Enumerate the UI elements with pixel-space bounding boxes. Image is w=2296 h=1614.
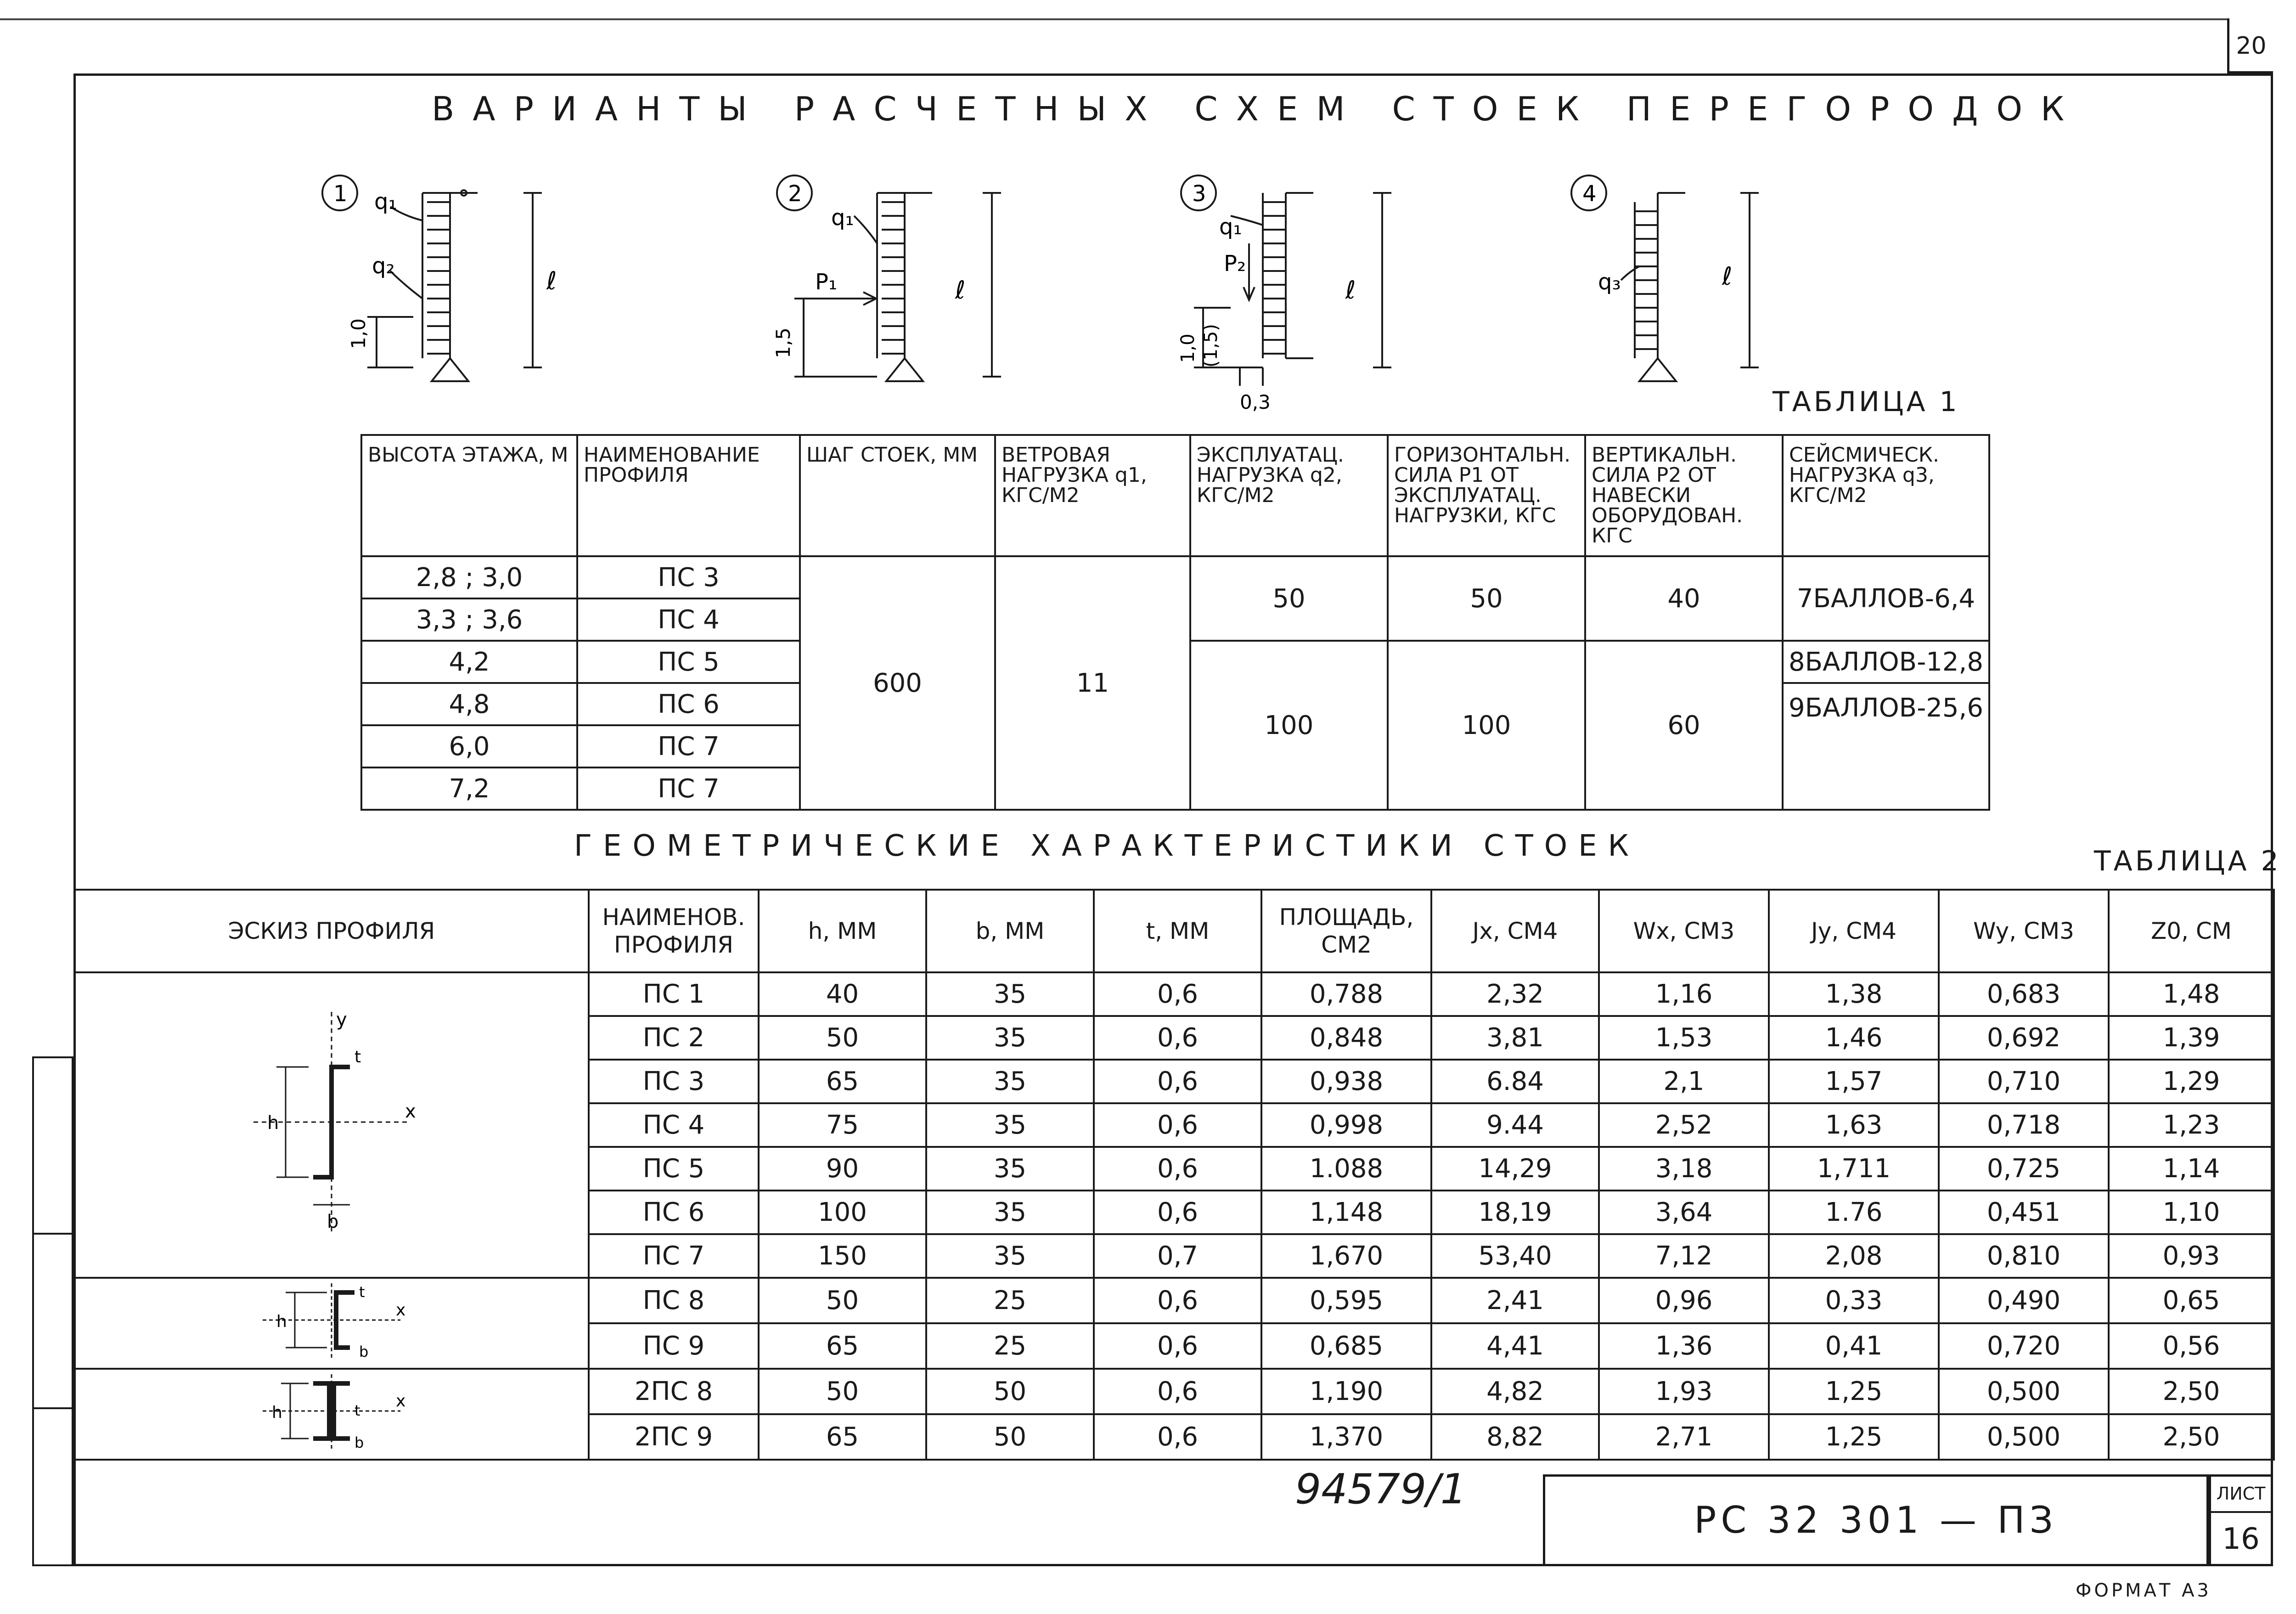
table2-cell: 0,41 [1769, 1323, 1939, 1369]
table2-cell: 1,370 [1261, 1414, 1431, 1460]
table2-cell: 18,19 [1431, 1191, 1599, 1234]
table2-cell: 8,82 [1431, 1414, 1599, 1460]
table2-cell: 0,6 [1094, 1191, 1261, 1234]
scheme-3-number: 3 [1192, 181, 1206, 207]
table2-cell: 7,12 [1599, 1234, 1769, 1278]
table2-cell: 0,6 [1094, 1147, 1261, 1191]
table2-cell: 0,6 [1094, 1369, 1261, 1414]
table1-header-step: ШАГ СТОЕК, ММ [800, 435, 995, 556]
table2-cell: 90 [759, 1147, 926, 1191]
scheme-2-q1-label: q₁ [831, 205, 854, 231]
table2-cell: 35 [926, 1060, 1094, 1103]
table2-cell: 1,25 [1769, 1369, 1939, 1414]
table2-cell: 0,683 [1939, 972, 2109, 1016]
table2-cell: 1,29 [2109, 1060, 2274, 1103]
table2-cell: 0,938 [1261, 1060, 1431, 1103]
table2-cell: 0,490 [1939, 1278, 2109, 1323]
table2-cell: 53,40 [1431, 1234, 1599, 1278]
table1-step: 600 [800, 556, 995, 810]
table2-header-profile: НАИМЕНОВ. ПРОФИЛЯ [589, 890, 759, 972]
table2-cell: 3,18 [1599, 1147, 1769, 1191]
table2-cell: 50 [926, 1414, 1094, 1460]
table2-cell: 1,36 [1599, 1323, 1769, 1369]
table2-cell: ПС 6 [589, 1191, 759, 1234]
table1-service-2: 100 [1190, 641, 1388, 810]
narrow-profile-sketch [235, 1279, 428, 1361]
scheme-3-length-label: ℓ [1345, 276, 1356, 305]
table-row [361, 556, 1989, 598]
table1-height: 3,3 ; 3,6 [361, 598, 577, 641]
table2-cell: 1,148 [1261, 1191, 1431, 1234]
scheme-3-dim2-label: (1,5) [1200, 324, 1221, 367]
sketch-b-label: b [327, 1211, 339, 1232]
table-row [74, 1278, 2274, 1323]
table2-cell: 0,810 [1939, 1234, 2109, 1278]
sketch3-t-label: t [355, 1402, 360, 1419]
table2-cell: 35 [926, 1191, 1094, 1234]
table2-title: ГЕОМЕТРИЧЕСКИЕ ХАРАКТЕРИСТИКИ СТОЕК [574, 829, 1640, 863]
table2-cell: ПС 8 [589, 1278, 759, 1323]
table2-cell: 9.44 [1431, 1103, 1599, 1147]
table2-cell: 1,10 [2109, 1191, 2274, 1234]
table2-cell: 75 [759, 1103, 926, 1147]
table1-profile: ПС 5 [577, 641, 800, 683]
table2-cell: 150 [759, 1234, 926, 1278]
table2-cell: 50 [926, 1369, 1094, 1414]
sketch3-h-label: h [272, 1403, 282, 1422]
table1-header-horizontal: ГОРИЗОНТАЛЬН. СИЛА P1 ОТ ЭКСПЛУАТАЦ. НАГРУЗКИ, КГС [1388, 435, 1585, 556]
table2-cell: 25 [926, 1323, 1094, 1369]
z-profile-sketch [235, 1003, 428, 1242]
table2-cell: 14,29 [1431, 1147, 1599, 1191]
table1-profile: ПС 6 [577, 683, 800, 725]
table2-cell: 2,1 [1599, 1060, 1769, 1103]
table2-cell: 1,48 [2109, 972, 2274, 1016]
table2-cell: 65 [759, 1060, 926, 1103]
table2-cell: 2ПС 9 [589, 1414, 759, 1460]
top-border-line [0, 18, 2227, 20]
table2-cell: 1,14 [2109, 1147, 2274, 1191]
table2-cell: 0,692 [1939, 1016, 2109, 1060]
table1-header-wind: ВЕТРОВАЯ НАГРУЗКА q1, КГС/М2 [995, 435, 1190, 556]
table1 [360, 434, 1990, 811]
table1-caption: ТАБЛИЦА 1 [1773, 386, 1960, 418]
table2-header-wx: Wx, СМ3 [1599, 890, 1769, 972]
table2-cell: 0,6 [1094, 1323, 1261, 1369]
table2-cell: 2,52 [1599, 1103, 1769, 1147]
table1-profile: ПС 7 [577, 725, 800, 767]
table2-cell: 0,595 [1261, 1278, 1431, 1323]
table2-cell: 0,685 [1261, 1323, 1431, 1369]
table1-header-row [361, 435, 1989, 556]
table2-cell: 0,848 [1261, 1016, 1431, 1060]
table1-height: 2,8 ; 3,0 [361, 556, 577, 598]
table2-cell: 1,39 [2109, 1016, 2274, 1060]
sketch-h-label: h [267, 1112, 279, 1134]
table1-seismic-9: 9БАЛЛОВ-25,6 [1783, 683, 1989, 810]
table2-cell: 0,96 [1599, 1278, 1769, 1323]
table2-cell: 3,81 [1431, 1016, 1599, 1060]
table2-cell: 50 [759, 1016, 926, 1060]
table1-service-1: 50 [1190, 556, 1388, 641]
table2-cell: 0,500 [1939, 1369, 2109, 1414]
table2-cell: ПС 9 [589, 1323, 759, 1369]
sketch-double-profile [74, 1369, 589, 1460]
table2-cell: 35 [926, 1016, 1094, 1060]
table2-cell: 50 [759, 1278, 926, 1323]
scheme-1-length-label: ℓ [546, 266, 557, 295]
table2-cell: 1,53 [1599, 1016, 1769, 1060]
table2-header-jx: Jx, СМ4 [1431, 890, 1599, 972]
table2-cell: 0,6 [1094, 1016, 1261, 1060]
table2-cell: 2,71 [1599, 1414, 1769, 1460]
table2-cell: 0,788 [1261, 972, 1431, 1016]
table2-cell: ПС 1 [589, 972, 759, 1016]
table1-header-seismic: СЕЙСМИЧЕСК. НАГРУЗКА q3, КГС/М2 [1783, 435, 1989, 556]
table2-cell: ПС 4 [589, 1103, 759, 1147]
table2-cell: 2,41 [1431, 1278, 1599, 1323]
table2-header-z0: Z0, СМ [2109, 890, 2274, 972]
table2-cell: 0,500 [1939, 1414, 2109, 1460]
table2-cell: 0,725 [1939, 1147, 2109, 1191]
scheme-4 [1557, 165, 1832, 404]
table2-cell: 1,711 [1769, 1147, 1939, 1191]
scheme-3-dim-label: 1,0 [1177, 333, 1199, 363]
scheme-2-p1-label: P₁ [815, 269, 838, 295]
table2-cell: 65 [759, 1414, 926, 1460]
table1-height: 6,0 [361, 725, 577, 767]
table2-cell: 35 [926, 1234, 1094, 1278]
sketch2-b-label: b [359, 1343, 369, 1360]
double-profile-sketch [235, 1370, 428, 1452]
scheme-2-length-label: ℓ [955, 276, 966, 305]
table2-cell: 0,451 [1939, 1191, 2109, 1234]
table2-cell: 2,50 [2109, 1414, 2274, 1460]
table2-cell: 1,63 [1769, 1103, 1939, 1147]
table2-cell: 1,23 [2109, 1103, 2274, 1147]
table2-cell: 0,710 [1939, 1060, 2109, 1103]
table-row [74, 972, 2274, 1016]
table2-cell: 0,6 [1094, 972, 1261, 1016]
scheme-3 [1162, 165, 1437, 423]
table2-header-area: ПЛОЩАДЬ, СМ2 [1261, 890, 1431, 972]
sketch2-t-label: t [359, 1283, 365, 1301]
table2-header-row [74, 890, 2274, 972]
table2-cell: 0,718 [1939, 1103, 2109, 1147]
sketch2-x-label: x [396, 1301, 406, 1320]
table1-profile: ПС 3 [577, 556, 800, 598]
table1-wind: 11 [995, 556, 1190, 810]
table1-horizontal-2: 100 [1388, 641, 1585, 810]
table2-header-b: b, ММ [926, 890, 1094, 972]
table2-cell: 50 [759, 1369, 926, 1414]
scheme-3-q1-label: q₁ [1219, 214, 1242, 240]
scheme-1-number: 1 [333, 181, 348, 207]
table2-cell: 0,6 [1094, 1278, 1261, 1323]
table2-cell: 0,720 [1939, 1323, 2109, 1369]
table2-cell: 0,998 [1261, 1103, 1431, 1147]
title-block-code: РС 32 301 — ПЗ [1543, 1474, 2209, 1566]
scheme-1-dim-label: 1,0 [347, 318, 370, 349]
sketch-narrow-profile [74, 1278, 589, 1369]
sketch3-x-label: x [396, 1392, 406, 1411]
table2-cell: 1,57 [1769, 1060, 1939, 1103]
table2-cell: 1,16 [1599, 972, 1769, 1016]
table2-cell: 1,25 [1769, 1414, 1939, 1460]
sketch-z-profile [74, 972, 589, 1278]
table1-height: 4,8 [361, 683, 577, 725]
table2-cell: 2,08 [1769, 1234, 1939, 1278]
table2-cell: 0,6 [1094, 1060, 1261, 1103]
table2-cell: 35 [926, 1147, 1094, 1191]
sheet-number: 16 [2222, 1522, 2260, 1556]
table1-header-service: ЭКСПЛУАТАЦ. НАГРУЗКА q2, КГС/М2 [1190, 435, 1388, 556]
table2-cell: ПС 3 [589, 1060, 759, 1103]
table2-cell: 1,46 [1769, 1016, 1939, 1060]
table2-caption: ТАБЛИЦА 2 [2094, 845, 2281, 877]
table2-cell: 1,38 [1769, 972, 1939, 1016]
document-number: 94579/1 [1295, 1465, 1467, 1513]
table-row [74, 1369, 2274, 1414]
table1-profile: ПС 7 [577, 767, 800, 810]
table2-header-jy: Jy, СМ4 [1769, 890, 1939, 972]
sketch3-b-label: b [355, 1434, 364, 1451]
table2-cell: 1.76 [1769, 1191, 1939, 1234]
format-note: ФОРМАТ А3 [2076, 1580, 2212, 1601]
table2-cell: 65 [759, 1323, 926, 1369]
table2-cell: ПС 5 [589, 1147, 759, 1191]
table1-seismic-7: 7БАЛЛОВ-6,4 [1783, 556, 1989, 641]
sketch-y-label: y [336, 1009, 347, 1030]
sketch-t-label: t [355, 1047, 361, 1067]
table1-header-height: ВЫСОТА ЭТАЖА, М [361, 435, 577, 556]
table2-cell: 25 [926, 1278, 1094, 1323]
scheme-2 [762, 165, 1038, 404]
table2-cell: 1,93 [1599, 1369, 1769, 1414]
table2-cell: 0,33 [1769, 1278, 1939, 1323]
table2-cell: 2,50 [2109, 1369, 2274, 1414]
table2-cell: 3,64 [1599, 1191, 1769, 1234]
table2-cell: 2,32 [1431, 972, 1599, 1016]
table2-cell: 40 [759, 972, 926, 1016]
table2 [73, 889, 2275, 1461]
sketch2-h-label: h [276, 1312, 287, 1331]
table2-cell: 35 [926, 972, 1094, 1016]
table2-cell: 0,65 [2109, 1278, 2274, 1323]
table2-cell: ПС 2 [589, 1016, 759, 1060]
table1-height: 4,2 [361, 641, 577, 683]
table1-horizontal-1: 50 [1388, 556, 1585, 641]
table2-cell: 1,190 [1261, 1369, 1431, 1414]
table2-cell: 1,670 [1261, 1234, 1431, 1278]
table1-vertical-2: 60 [1585, 641, 1783, 810]
table2-cell: 0,7 [1094, 1234, 1261, 1278]
scheme-3-p2-label: P₂ [1224, 251, 1246, 277]
table2-cell: 4,82 [1431, 1369, 1599, 1414]
table2-cell: 6.84 [1431, 1060, 1599, 1103]
table2-cell: 100 [759, 1191, 926, 1234]
binding-strip [32, 1056, 73, 1566]
table2-cell: 4,41 [1431, 1323, 1599, 1369]
table2-cell: 0,6 [1094, 1103, 1261, 1147]
scheme-3-offset-label: 0,3 [1240, 391, 1271, 413]
table1-seismic-8: 8БАЛЛОВ-12,8 [1783, 641, 1989, 683]
table2-cell: 0,6 [1094, 1414, 1261, 1460]
scheme-2-dim-label: 1,5 [772, 327, 794, 358]
scheme-1 [312, 165, 588, 404]
scheme-4-length-label: ℓ [1722, 262, 1733, 291]
table1-height: 7,2 [361, 767, 577, 810]
table2-cell: 2ПС 8 [589, 1369, 759, 1414]
table1-vertical-1: 40 [1585, 556, 1783, 641]
table2-cell: 0,56 [2109, 1323, 2274, 1369]
page-title: ВАРИАНТЫ РАСЧЕТНЫХ СХЕМ СТОЕК ПЕРЕГОРОДОК [432, 90, 2083, 128]
table1-profile: ПС 4 [577, 598, 800, 641]
table2-header-wy: Wy, СМ3 [1939, 890, 2109, 972]
table1-header-profile: НАИМЕНОВАНИЕ ПРОФИЛЯ [577, 435, 800, 556]
sheet-block [2209, 1474, 2273, 1566]
table2-cell: 1.088 [1261, 1147, 1431, 1191]
table2-header-h: h, ММ [759, 890, 926, 972]
scheme-1-q2-label: q₂ [372, 253, 395, 279]
table2-cell: 35 [926, 1103, 1094, 1147]
table2-header-sketch: ЭСКИЗ ПРОФИЛЯ [74, 890, 589, 972]
table2-cell: ПС 7 [589, 1234, 759, 1278]
scheme-2-number: 2 [788, 181, 802, 207]
table2-header-t: t, ММ [1094, 890, 1261, 972]
sketch-x-label: x [405, 1100, 416, 1122]
page-number: 20 [2227, 18, 2273, 73]
scheme-4-q3-label: q₃ [1598, 269, 1621, 295]
scheme-4-number: 4 [1582, 181, 1597, 207]
sheet-label: ЛИСТ [2211, 1477, 2271, 1513]
scheme-1-q1-label: q₁ [374, 189, 397, 214]
table2-cell: 0,93 [2109, 1234, 2274, 1278]
table1-header-vertical: ВЕРТИКАЛЬН. СИЛА P2 ОТ НАВЕСКИ ОБОРУДОВАН. КГС [1585, 435, 1783, 556]
